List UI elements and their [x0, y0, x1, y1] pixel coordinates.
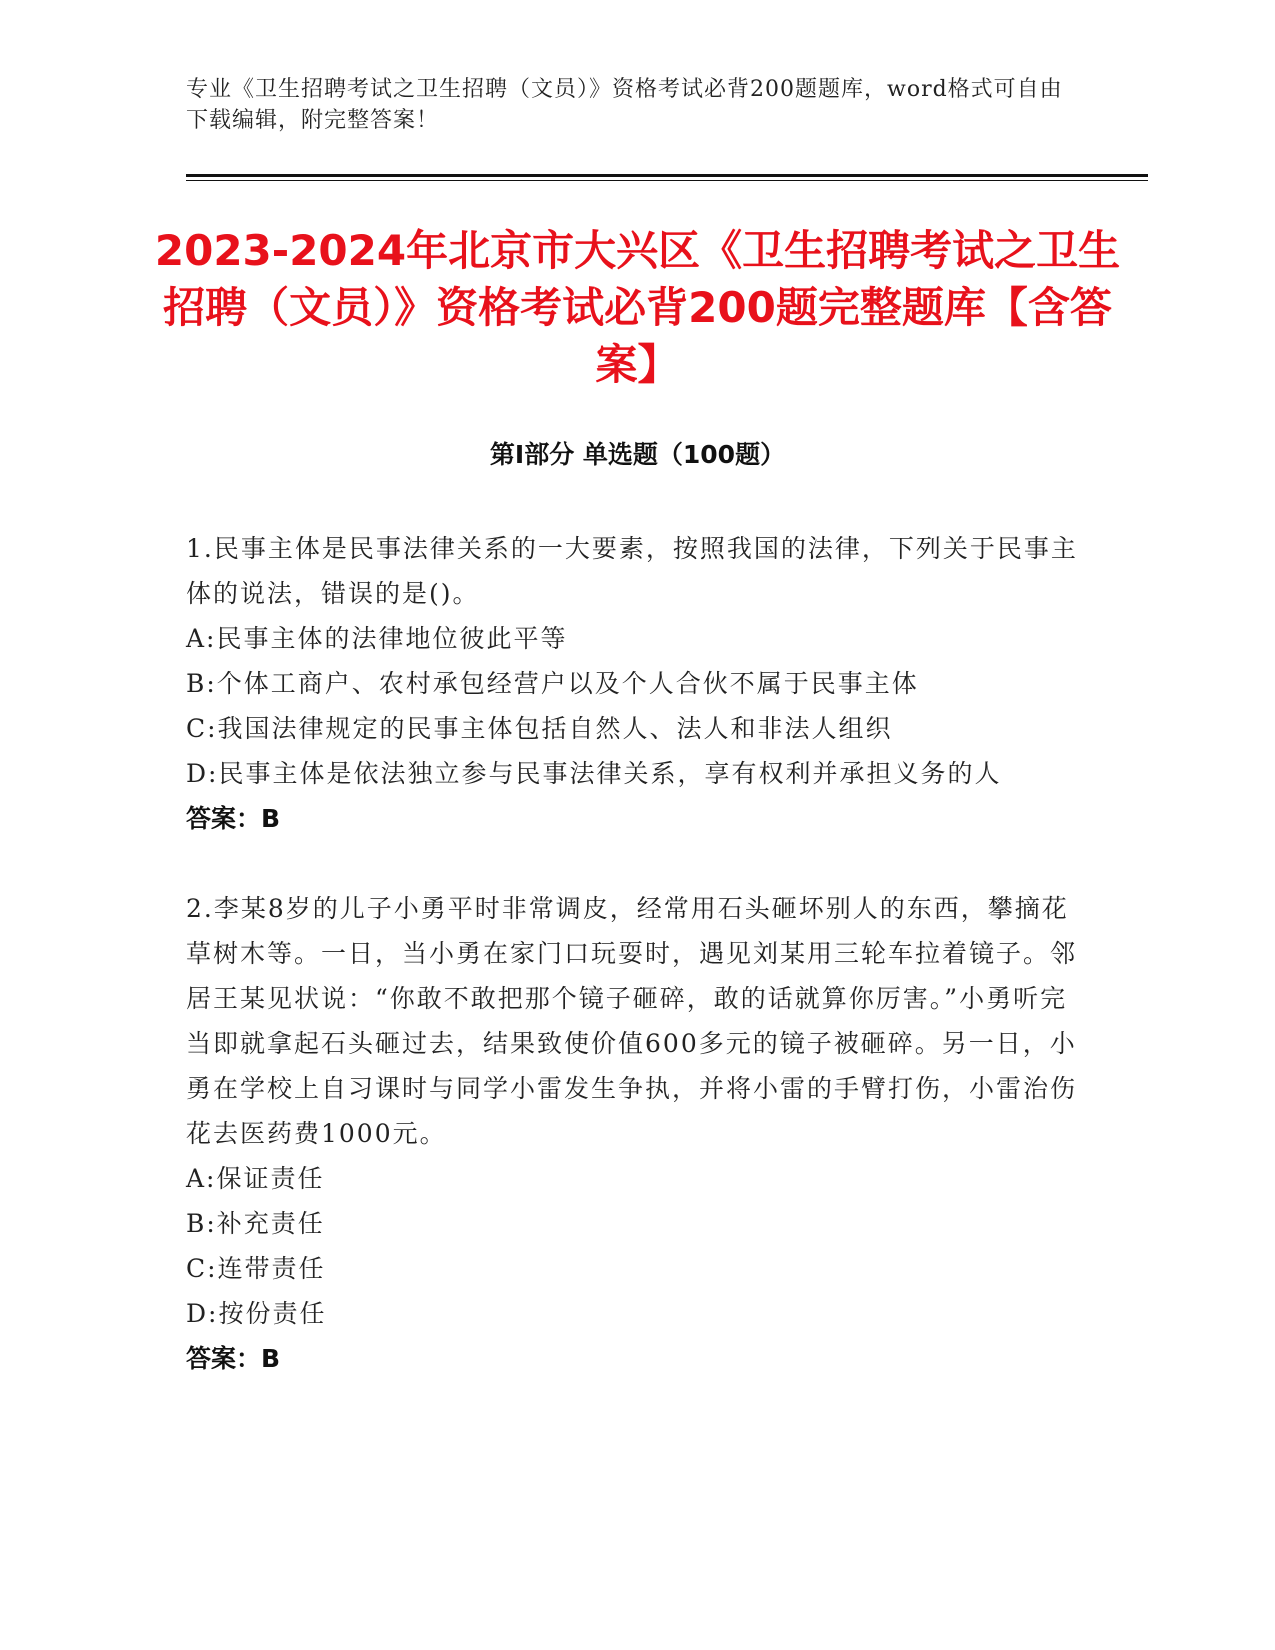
option-a: A:民事主体的法律地位彼此平等	[186, 624, 568, 653]
option-d: D:民事主体是依法独立参与民事法律关系，享有权利并承担义务的人	[186, 759, 1002, 788]
option-b: B:补充责任	[186, 1209, 325, 1238]
question-2	[186, 886, 1086, 1381]
header-divider-thick	[186, 174, 1148, 177]
option-a: A:保证责任	[186, 1164, 325, 1193]
option-c: C:我国法律规定的民事主体包括自然人、法人和非法人组织	[186, 714, 893, 743]
answer-label: 答案：B	[186, 1344, 281, 1373]
question-1	[186, 526, 1086, 841]
option-b: B:个体工商户、农村承包经营户以及个人合伙不属于民事主体	[186, 669, 919, 698]
question-stem: 1.民事主体是民事法律关系的一大要素，按照我国的法律，下列关于民事主体的说法，错误的是()。	[186, 534, 1078, 608]
header-note: 专业《卫生招聘考试之卫生招聘（文员）》资格考试必背200题题库，word格式可自由下载编辑，附完整答案！	[186, 77, 1063, 133]
section-heading: 第Ⅰ部分 单选题（100题）	[489, 440, 786, 469]
document-title: 2023-2024年北京市大兴区《卫生招聘考试之卫生招聘（文员）》资格考试必背200题完整题库【含答案】	[154, 226, 1121, 389]
answer-label: 答案：B	[186, 804, 281, 833]
option-c: C:连带责任	[186, 1254, 326, 1283]
option-d: D:按份责任	[186, 1299, 327, 1328]
header-divider-thin	[186, 180, 1148, 181]
question-stem: 2.李某8岁的儿子小勇平时非常调皮，经常用石头砸坏别人的东西，攀摘花草树木等。一日，当小勇在家门口玩耍时，遇见刘某用三轮车拉着镜子。邻居王某见状说：“你敢不敢把那个镜子砸碎，敢的话就算你厉害。”小勇听完当即就拿起石头砸过去，结果致使价值600多元的镜子被砸碎。另一日，小勇在学校上自习课时与同学小雷发生争执，并将小雷的手臂打伤，小雷治伤花去医药费1000元。	[186, 894, 1078, 1148]
